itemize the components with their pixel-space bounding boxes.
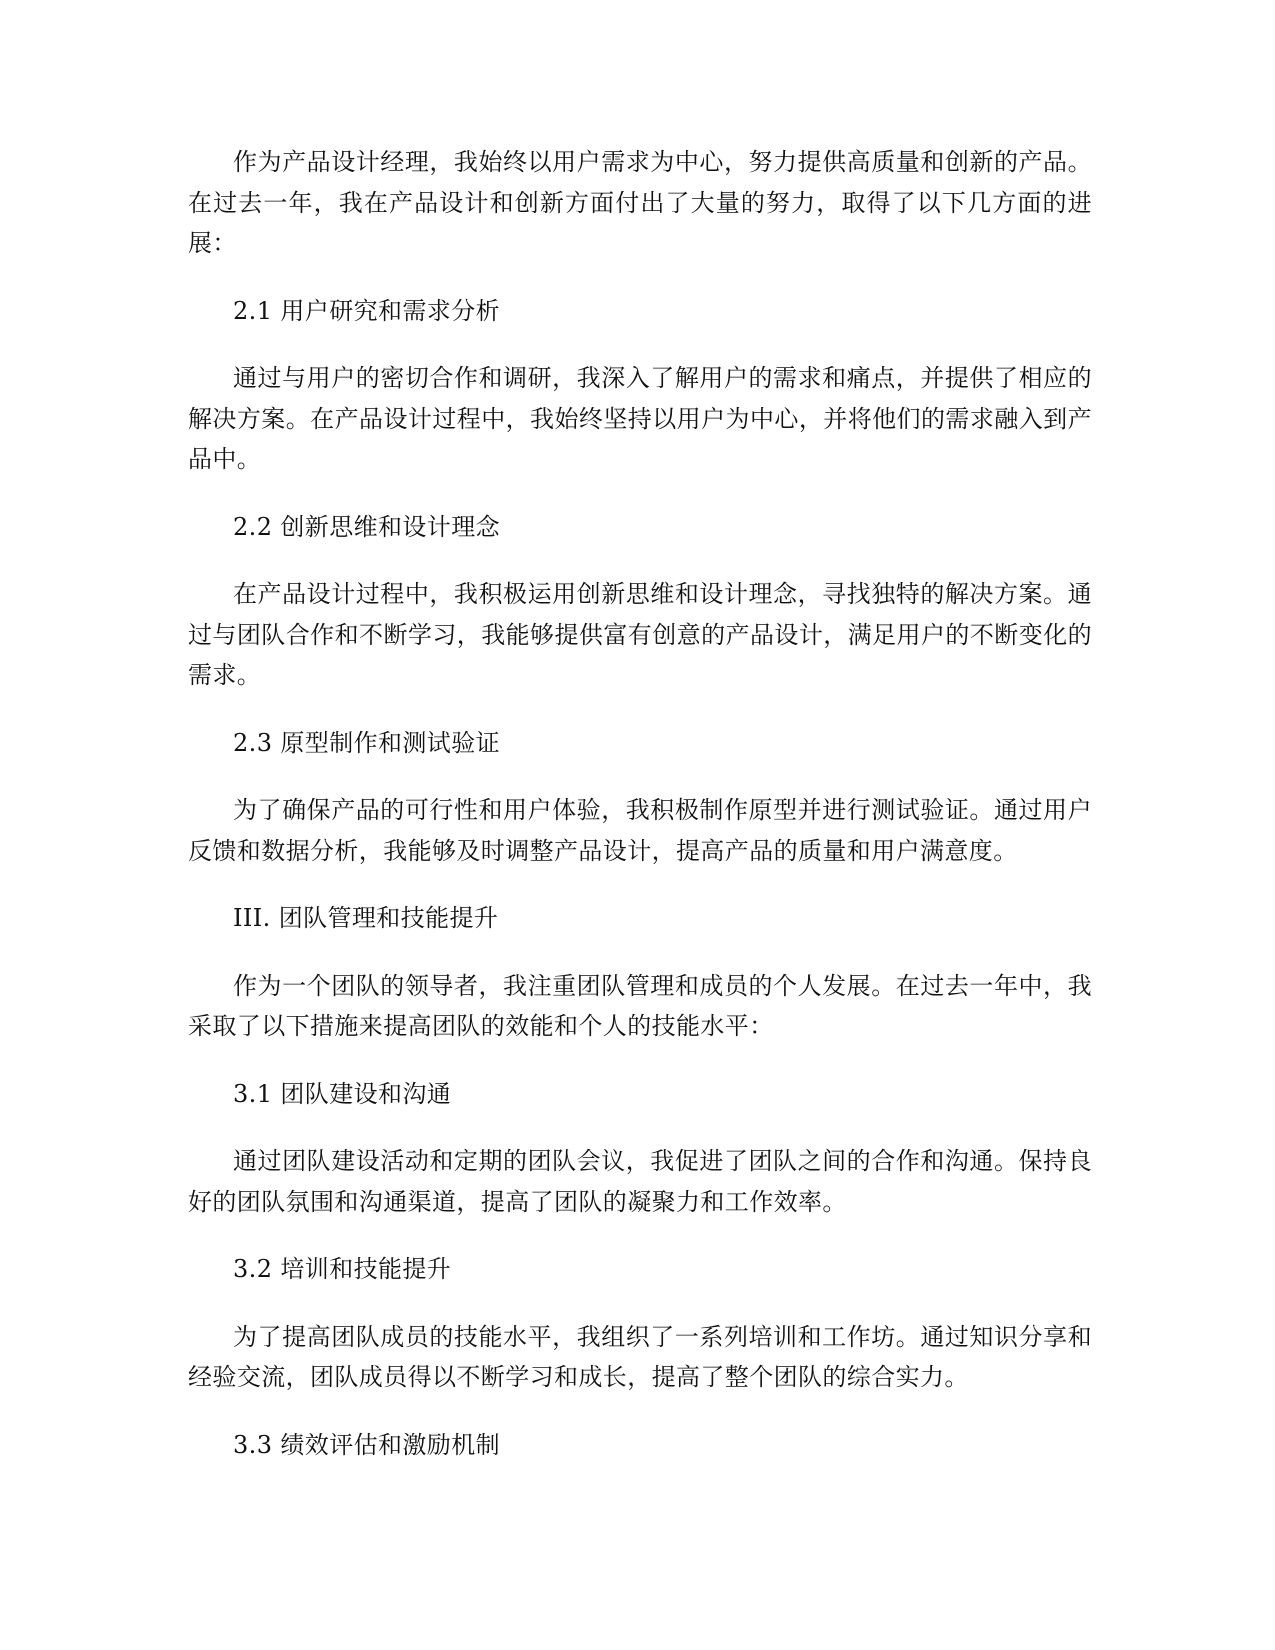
paragraph-innovation-thinking: 在产品设计过程中，我积极运用创新思维和设计理念，寻找独特的解决方案。通过与团队合作和不断学习，我能够提供富有创意的产品设计，满足用户的不断变化的需求。 — [188, 580, 1092, 689]
section-heading-3-2: 3.2 培训和技能提升 — [233, 1255, 452, 1283]
paragraph-prototyping-testing: 为了确保产品的可行性和用户体验，我积极制作原型并进行测试验证。通过用户反馈和数据分析，我能够及时调整产品设计，提高产品的质量和用户满意度。 — [188, 796, 1092, 865]
section-heading-3-1: 3.1 团队建设和沟通 — [233, 1079, 452, 1108]
section-heading-2-3: 2.3 原型制作和测试验证 — [233, 728, 500, 757]
section-heading-iii: III. 团队管理和技能提升 — [233, 904, 499, 932]
paragraph-intro-product-design: 作为产品设计经理，我始终以用户需求为中心，努力提供高质量和创新的产品。在过去一年，我在产品设计和创新方面付出了大量的努力，取得了以下几方面的进展： — [188, 148, 1092, 257]
document-body — [188, 142, 1092, 1492]
paragraph-user-research: 通过与用户的密切合作和调研，我深入了解用户的需求和痛点，并提供了相应的解决方案。在产品设计过程中，我始终坚持以用户为中心，并将他们的需求融入到产品中。 — [188, 364, 1092, 473]
paragraph-training: 为了提高团队成员的技能水平，我组织了一系列培训和工作坊。通过知识分享和经验交流，团队成员得以不断学习和成长，提高了整个团队的综合实力。 — [188, 1322, 1092, 1391]
section-heading-2-2: 2.2 创新思维和设计理念 — [233, 512, 500, 541]
paragraph-team-management: 作为一个团队的领导者，我注重团队管理和成员的个人发展。在过去一年中，我采取了以下措施来提高团队的效能和个人的技能水平： — [188, 971, 1092, 1040]
section-heading-2-1: 2.1 用户研究和需求分析 — [233, 296, 500, 325]
section-heading-3-3: 3.3 绩效评估和激励机制 — [233, 1430, 500, 1459]
paragraph-team-building: 通过团队建设活动和定期的团队会议，我促进了团队之间的合作和沟通。保持良好的团队氛围和沟通渠道，提高了团队的凝聚力和工作效率。 — [188, 1147, 1092, 1216]
